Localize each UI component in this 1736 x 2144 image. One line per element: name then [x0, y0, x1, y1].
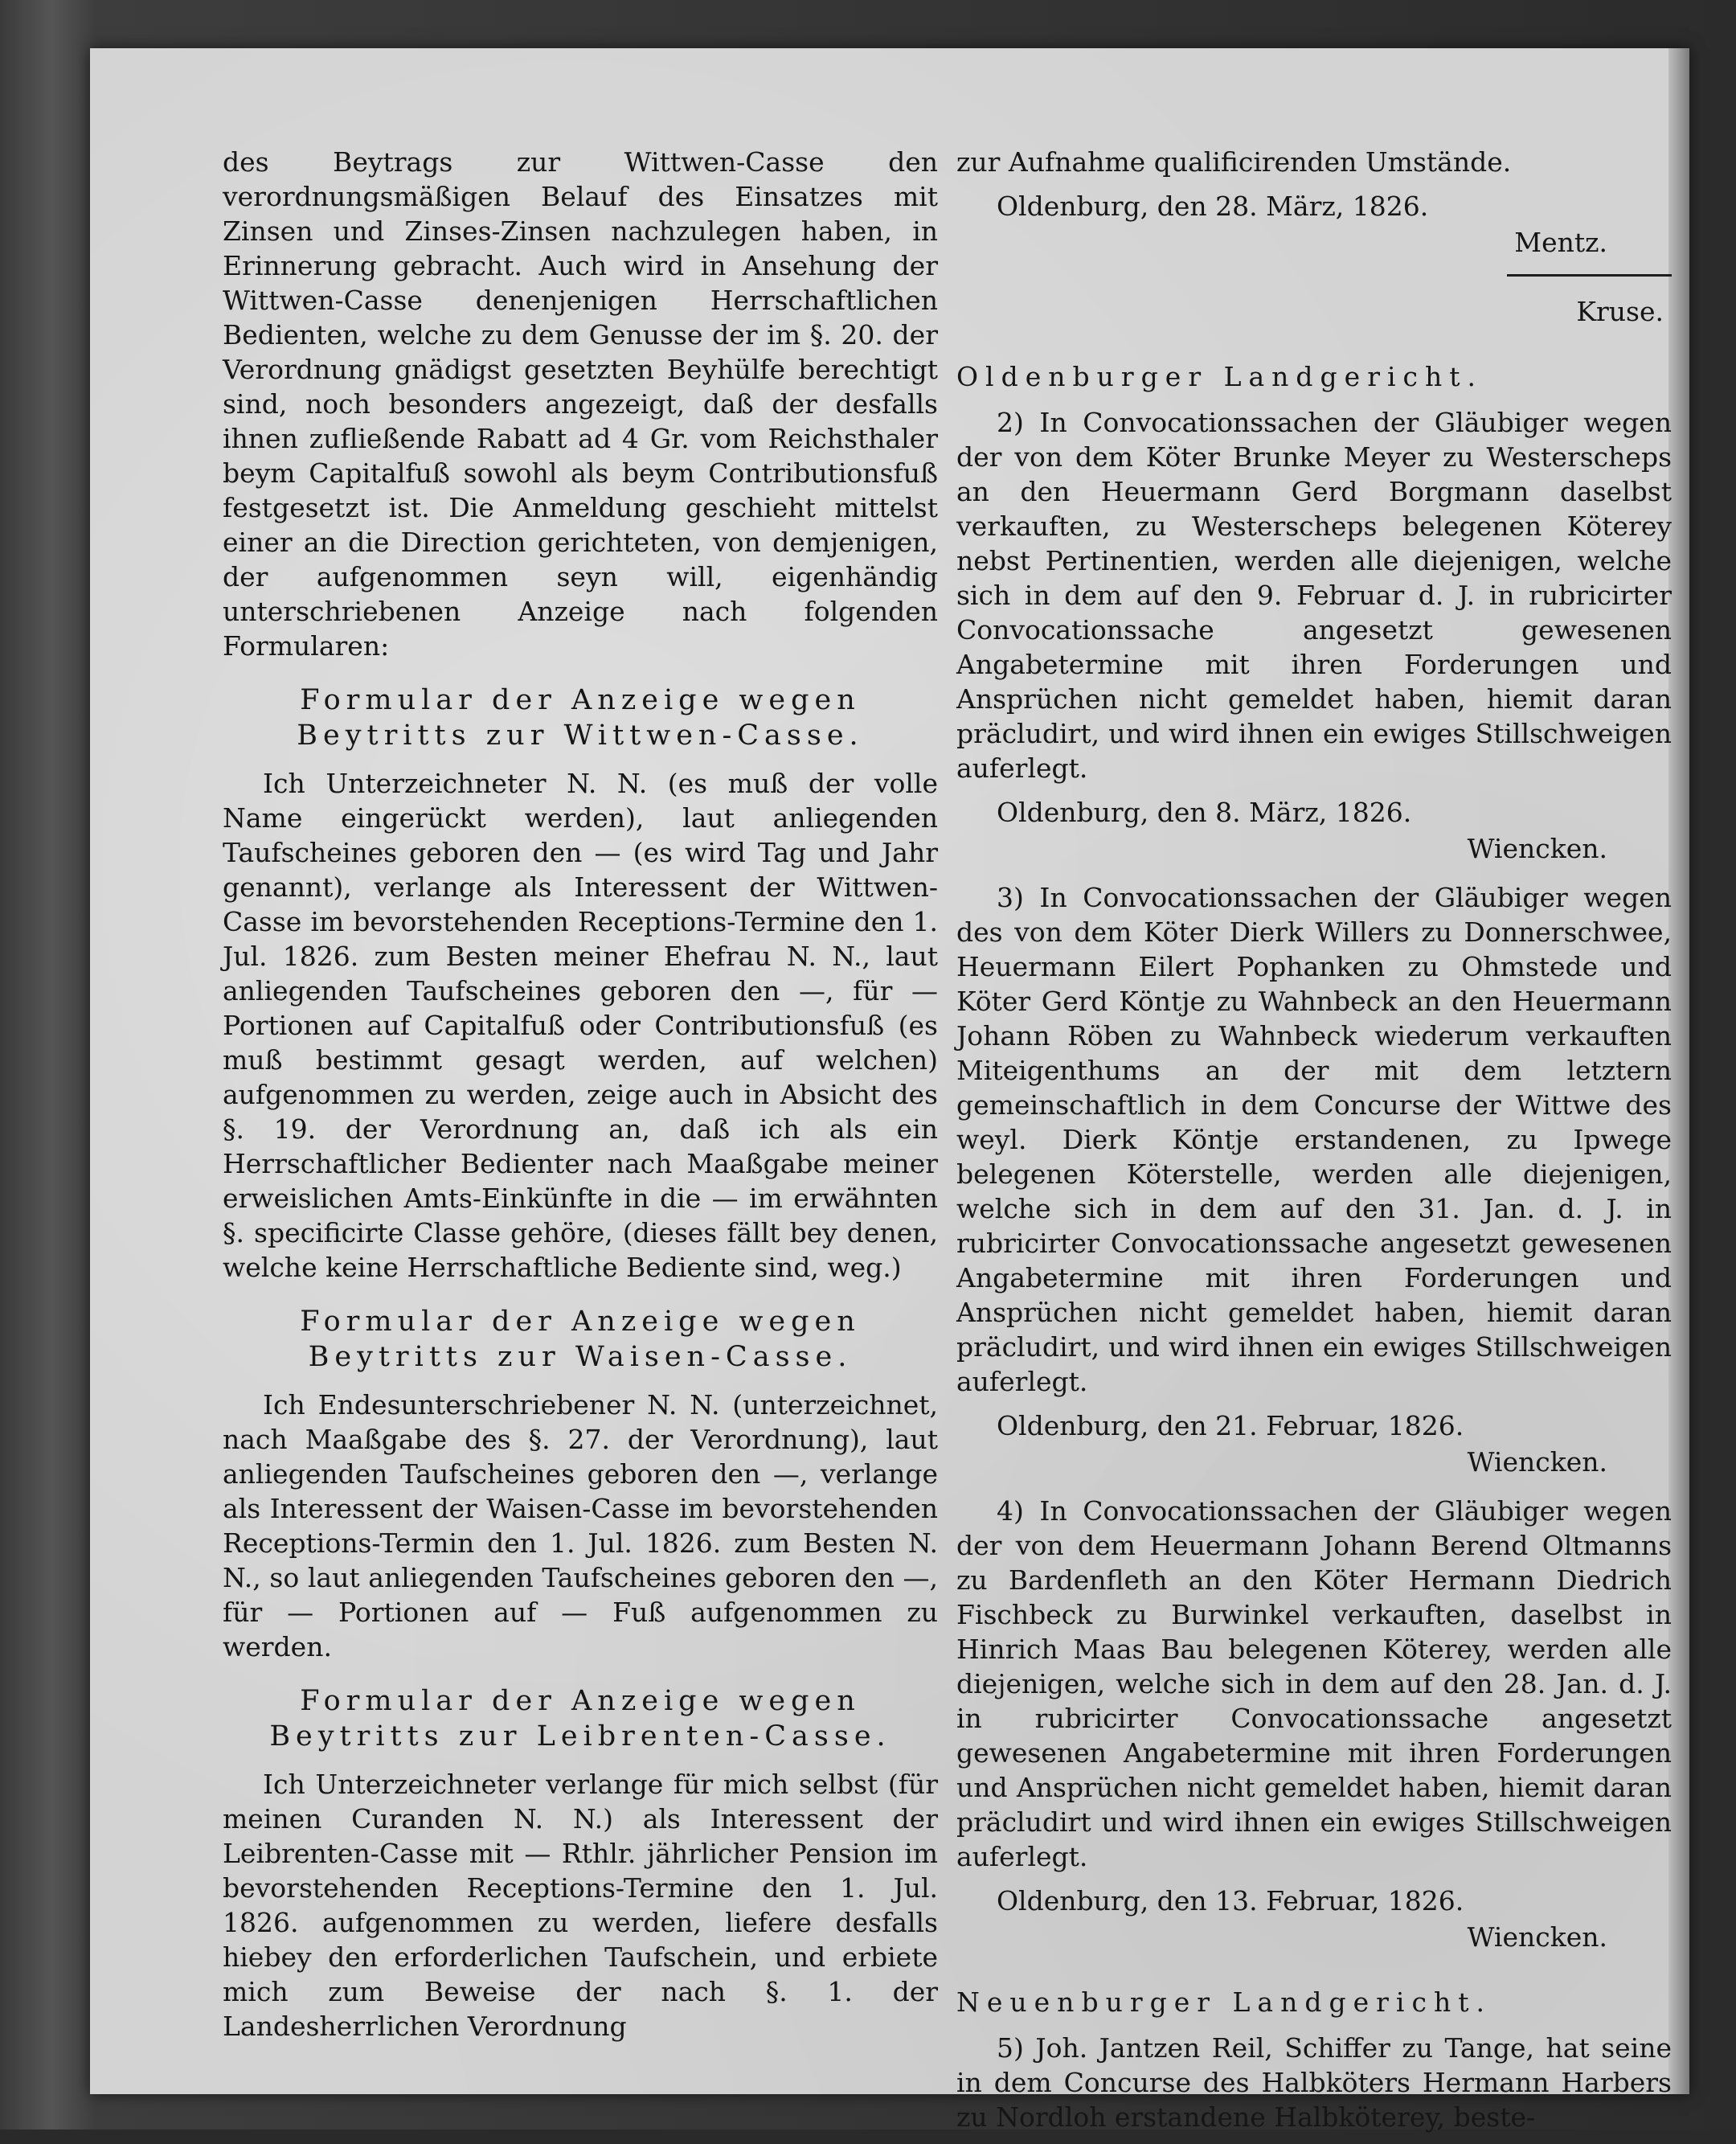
notice-5: 5) Joh. Jantzen Reil, Schiffer zu Tange, hat seine in dem Concurse des Halbköters Hermann Harbers zu Nordloh erstandene Halbköterey, beste- — [956, 2032, 1672, 2133]
notice-2: 2) In Convocationssachen der Gläubiger wegen der von dem Köter Brunke Meyer zu Westerscheps an den Heuermann Gerd Borgmann daselbst verkauften, zu Westerscheps belegenen Köterey nebst Pertinentien, werden alle diejenigen, welche sich in dem auf den 9. Februar d. J. in rubricirter Convocationssache angesetzt gewesenen Angabetermine mit ihren Forderungen und Ansprüchen nicht gemeldet haben, hiemit daran präcludirt, und wird ihnen ein ewiges Stillschweigen auferlegt. — [956, 407, 1672, 784]
dateline-4: Oldenburg, den 13. Februar, 1826. — [997, 1885, 1464, 1916]
court-heading-neuenburg: Neuenburger Landgericht. — [956, 1986, 1492, 2018]
signature-mentz: Mentz. — [1514, 227, 1607, 258]
newspaper-page — [90, 48, 1689, 2133]
form-title-wittwen: Formular der Anzeige wegen Beytritts zur Wittwen-Casse. — [297, 684, 864, 752]
form-title-leibrenten: Formular der Anzeige wegen Beytritts zur Leibrenten-Casse. — [269, 1685, 891, 1753]
dateline-2: Oldenburg, den 8. März, 1826. — [997, 797, 1412, 828]
court-heading-oldenburg: Oldenburger Landgericht. — [956, 361, 1484, 392]
notice-3: 3) In Convocationssachen der Gläubiger wegen des von dem Köter Dierk Willers zu Donnerschwee, Heuermann Eilert Pophanken zu Ohmstede und Köter Gerd Köntje zu Wahnbeck an den Heuermann Johann Röben zu Wahnbeck wiederum verkauften Miteigenthums an der mit dem letztern gemeinschaftlich in dem Concurse der Wittwe des weyl. Dierk Köntje erstandenen, zu Ipwege belegenen Köterstelle, werden alle diejenigen, welche sich in dem auf den 31. Jan. d. J. in rubricirter Convocationssache angesetzt gewesenen Angabetermine mit ihren Forderungen und Ansprüchen nicht gemeldet haben, hiemit daran präcludirt, und wird ihnen ein ewiges Stillschweigen auferlegt. — [956, 882, 1672, 1397]
notice-4: 4) In Convocationssachen der Gläubiger wegen der von dem Heuermann Johann Berend Oltmanns zu Bardenfleth an den Köter Hermann Diedrich Fischbeck zu Burwinkel verkauften, daselbst in Hinrich Maas Bau belegenen Köterey, werden alle diejenigen, welche sich in dem auf den 28. Jan. d. J. in rubricirter Convocationssache angesetzt gewesenen Angabetermine mit ihren Forderungen und Ansprüchen nicht gemeldet haben, hiemit daran präcludirt und wird ihnen ein ewiges Stillschweigen auferlegt. — [956, 1495, 1672, 1872]
continued-text: zur Aufnahme qualificirenden Umstände. — [956, 146, 1512, 178]
left-column — [223, 145, 938, 2053]
dateline-3: Oldenburg, den 21. Februar, 1826. — [997, 1410, 1464, 1441]
form-text-wittwen: Ich Unterzeichneter N. N. (es muß der volle Name eingerückt werden), laut anliegenden Taufscheines geboren den — (es wird Tag und Jahr genannt), verlange als Interessent der Wittwen-Casse im bevorstehenden Receptions-Termine den 1. Jul. 1826. zum Besten meiner Ehefrau N. N., laut anliegenden Taufscheines geboren den —, für — Portionen auf Capitalfuß oder Contributionsfuß (es muß bestimmt gesagt werden, auf welchen) aufgenommen zu werden, zeige auch in Absicht des §. 19. der Verordnung an, daß ich als ein Herrschaftlicher Bedienter nach Maaßgabe meiner erweislichen Amts-Einkünfte in die — im erwähnten §. specificirte Classe gehöre, (dieses fällt bey denen, welche keine Herrschaftliche Bediente sind, weg.) — [223, 768, 938, 1283]
section-rule — [1507, 274, 1672, 277]
dateline-1: Oldenburg, den 28. März, 1826. — [997, 191, 1429, 222]
signature-kruse: Kruse. — [1576, 296, 1664, 327]
form-text-leibrenten: Ich Unterzeichneter verlange für mich selbst (für meinen Curanden N. N.) als Interessent der Leibrenten-Casse mit — Rthlr. jährlicher Pension im bevorstehenden Receptions-Termine den 1. Jul. 1826. aufgenommen zu werden, liefere desfalls hiebey den erforderlichen Taufschein, und erbiete mich zum Beweise der nach §. 1. der Landesherrlichen Verordnung — [223, 1769, 938, 2042]
intro-paragraph: des Beytrags zur Wittwen-Casse den verordnungsmäßigen Belauf des Einsatzes mit Zinsen und Zinses-Zinsen nachzulegen haben, in Erinnerung gebracht. Auch wird in Ansehung der Wittwen-Casse denenjenigen Herrschaftlichen Bedienten, welche zu dem Genusse der im §. 20. der Verordnung gnädigst gesetzten Beyhülfe berechtigt sind, noch besonders angezeigt, daß der desfalls ihnen zufließende Rabatt ad 4 Gr. vom Reichsthaler beym Capitalfuß sowohl als beym Contributionsfuß festgesetzt ist. Die Anmeldung geschieht mittelst einer an die Direction gerichteten, von demjenigen, der aufgenommen seyn will, eigenhändig unterschriebenen Anzeige nach folgenden Formularen: — [223, 146, 938, 662]
signature-4: Wiencken. — [1467, 1921, 1607, 1953]
form-text-waisen: Ich Endesunterschriebener N. N. (unterzeichnet, nach Maaßgabe des §. 27. der Verordnung), laut anliegenden Taufscheines geboren den —, verlange als Interessent der Waisen-Casse im bevorstehenden Receptions-Termin den 1. Jul. 1826. zum Besten N. N., so laut anliegenden Taufscheines geboren den —, für — Portionen auf — Fuß aufgenommen zu werden. — [223, 1389, 938, 1662]
signature-2: Wiencken. — [1467, 833, 1607, 864]
form-title-waisen: Formular der Anzeige wegen Beytritts zur Waisen-Casse. — [300, 1306, 861, 1373]
right-column — [956, 145, 1672, 2144]
signature-3: Wiencken. — [1467, 1446, 1607, 1478]
